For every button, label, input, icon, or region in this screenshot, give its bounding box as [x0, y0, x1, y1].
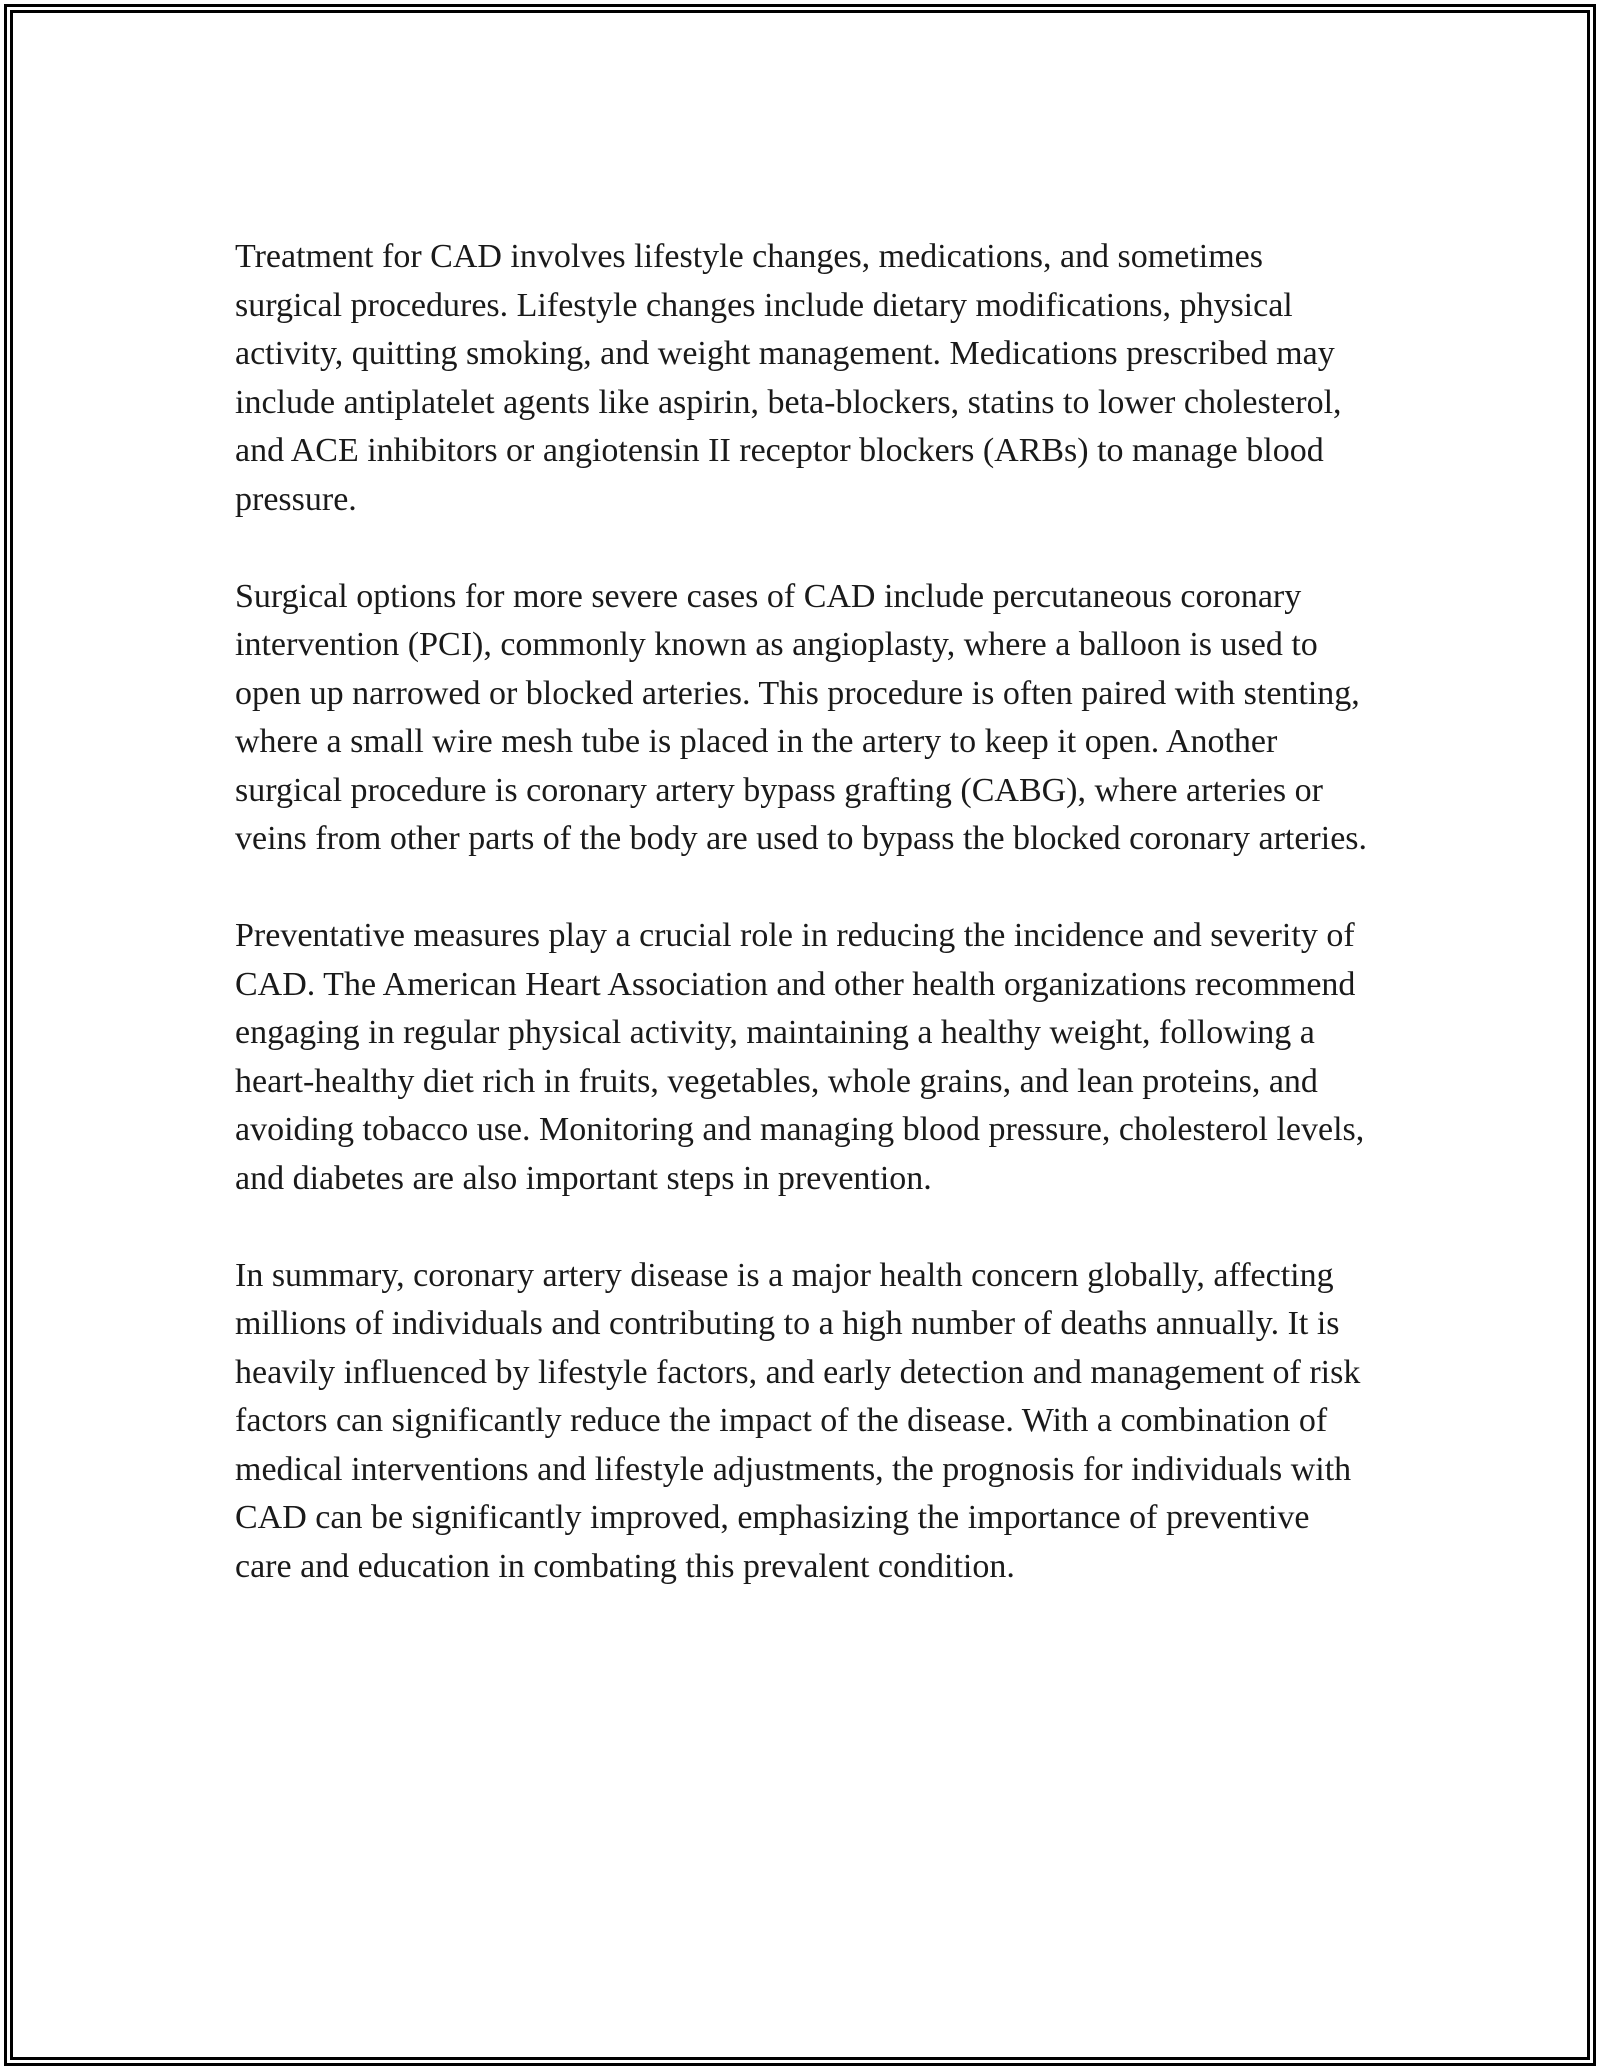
paragraph-summary: In summary, coronary artery disease is a major health concern globally, affecting millions of individuals and contributing to a high number of deaths annually. It is heavily influenced by lifestyle factors, and early detection and management of risk factors can significantly reduce the impact of the disease. With a combination of medical interventions and lifestyle adjustments, the prognosis for individuals with CAD can be significantly improved, emphasizing the importance of preventive care and education in combating this prevalent condition. — [235, 1256, 1361, 1585]
paragraph-surgical-options: Surgical options for more severe cases of CAD include percutaneous coronary intervention (PCI), commonly known as angioplasty, where a balloon is used to open up narrowed or blocked arteries. This procedure is often paired with stenting, where a small wire mesh tube is placed in the artery to keep it open. Another surgical procedure is coronary artery bypass grafting (CABG), where arteries or veins from other parts of the body are used to bypass the blocked coronary arteries. — [235, 577, 1368, 857]
paragraph-preventative-measures: Preventative measures play a crucial role in reducing the incidence and severity of CAD. The American Heart Association and other health organizations recommend engaging in regular physical activity, maintaining a healthy weight, following a heart-healthy diet rich in fruits, vegetables, whole grains, and lean proteins, and avoiding tobacco use. Monitoring and managing blood pressure, cholesterol levels, and diabetes are also important steps in prevention. — [235, 917, 1365, 1197]
paragraph-treatment: Treatment for CAD involves lifestyle changes, medications, and sometimes surgical procedures. Lifestyle changes include dietary modifications, physical activity, quitting smoking, and weight management. Medications prescribed may include antiplatelet agents like aspirin, beta-blockers, statins to lower cholesterol, and ACE inhibitors or angiotensin II receptor blockers (ARBs) to manage blood pressure. — [235, 238, 1342, 518]
document-body — [235, 233, 1370, 1640]
